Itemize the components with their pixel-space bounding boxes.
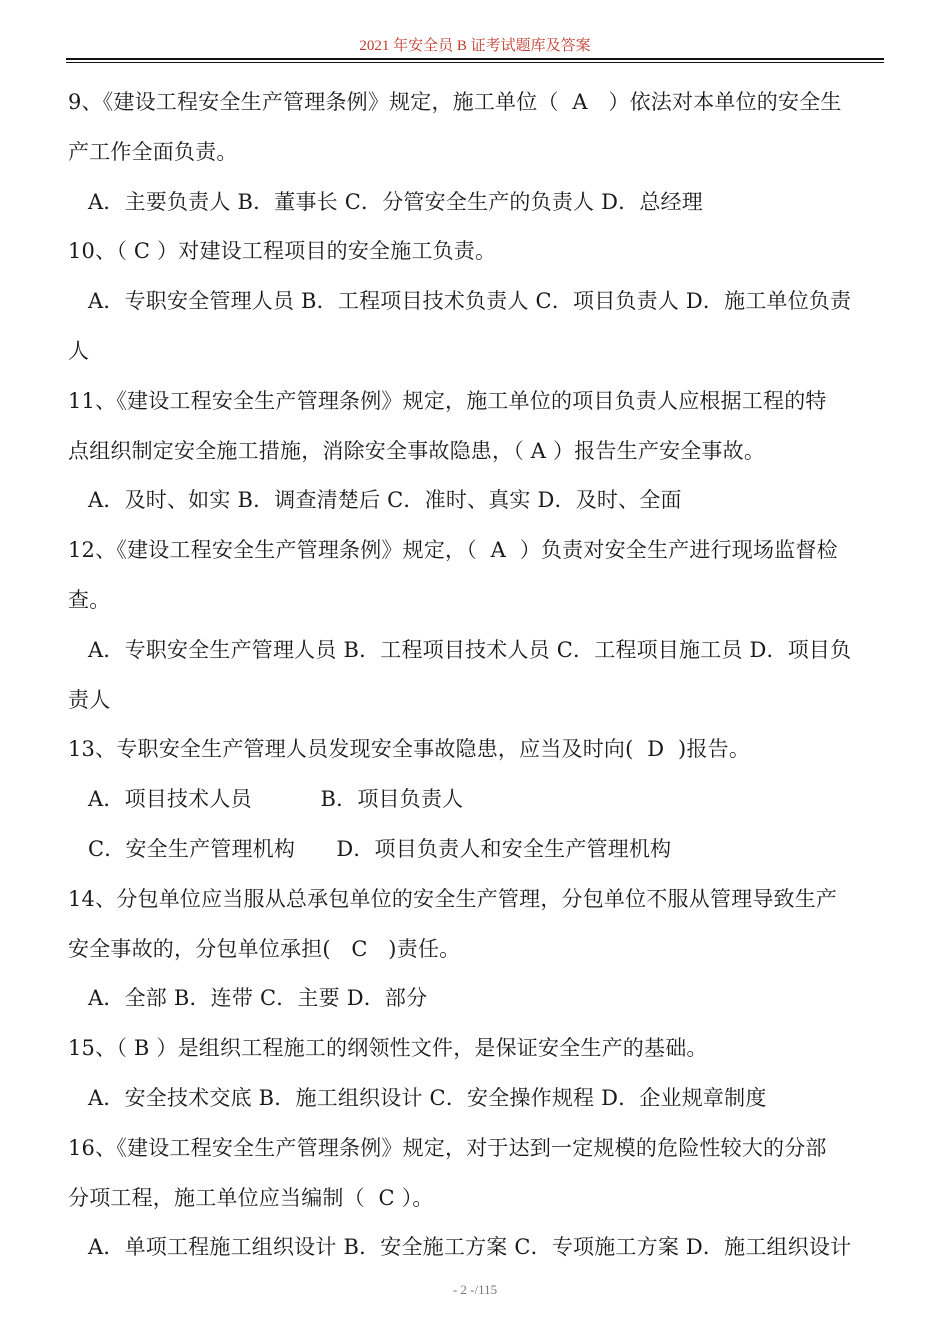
answer-options: A．专职安全生产管理人员 B．工程项目技术人员 C．工程项目施工员 D．项目负 xyxy=(88,637,852,662)
text-line: 产工作全面负责。 xyxy=(68,139,238,164)
answer-options: A．单项工程施工组织设计 B．安全施工方案 C．专项施工方案 D．施工组织设计 xyxy=(88,1235,852,1260)
text-line: 人 xyxy=(68,338,90,363)
header-rule-thin xyxy=(66,62,884,63)
page-number: - 2 -/115 xyxy=(452,1282,498,1297)
text-line: 查。 xyxy=(68,587,111,612)
answer-options: A．全部 B．连带 C．主要 D．部分 xyxy=(88,986,428,1011)
text-line: 分项工程，施工单位应当编制（ C ）。 xyxy=(68,1185,434,1210)
text-line: 16、《建设工程安全生产管理条例》规定，对于达到一定规模的危险性较大的分部 xyxy=(68,1135,827,1160)
text-line: 安全事故的，分包单位承担( C )责任。 xyxy=(68,936,461,961)
answer-options: A．主要负责人 B．董事长 C．分管安全生产的负责人 D．总经理 xyxy=(88,189,703,214)
answer-options: A．项目技术人员 B．项目负责人 xyxy=(88,787,464,812)
answer-options: A．专职安全管理人员 B．工程项目技术负责人 C．项目负责人 D．施工单位负责 xyxy=(88,289,852,314)
answer-options: A．安全技术交底 B．施工组织设计 C．安全操作规程 D．企业规章制度 xyxy=(88,1085,767,1110)
document-body xyxy=(68,82,888,1277)
text-line: 11、《建设工程安全生产管理条例》规定，施工单位的项目负责人应根据工程的特 xyxy=(68,388,827,413)
page-header-title: 2021 年安全员 B 证考试题库及答案 xyxy=(359,38,591,54)
text-line: 10、（ C ）对建设工程项目的安全施工负责。 xyxy=(68,239,497,264)
text-line: 14、分包单位应当服从总承包单位的安全生产管理，分包单位不服从管理导致生产 xyxy=(68,886,838,911)
text-line: 15、（ B ）是组织工程施工的纲领性文件，是保证安全生产的基础。 xyxy=(68,1036,708,1061)
text-line: 12、《建设工程安全生产管理条例》规定，（ A ）负责对安全生产进行现场监督检 xyxy=(68,538,838,563)
text-line: 责人 xyxy=(68,687,111,712)
answer-options: A．及时、如实 B．调查清楚后 C．准时、真实 D．及时、全面 xyxy=(88,488,682,513)
answer-options: C．安全生产管理机构 D．项目负责人和安全生产管理机构 xyxy=(88,836,672,861)
text-line: 13、专职安全生产管理人员发现安全事故隐患，应当及时向( D )报告。 xyxy=(68,737,751,762)
text-line: 9、《建设工程安全生产管理条例》规定，施工单位（ A ）依法对本单位的安全生 xyxy=(68,90,842,114)
text-line: 点组织制定安全施工措施，消除安全事故隐患，（ A ）报告生产安全事故。 xyxy=(68,438,766,463)
header-rule-thick xyxy=(66,58,884,60)
